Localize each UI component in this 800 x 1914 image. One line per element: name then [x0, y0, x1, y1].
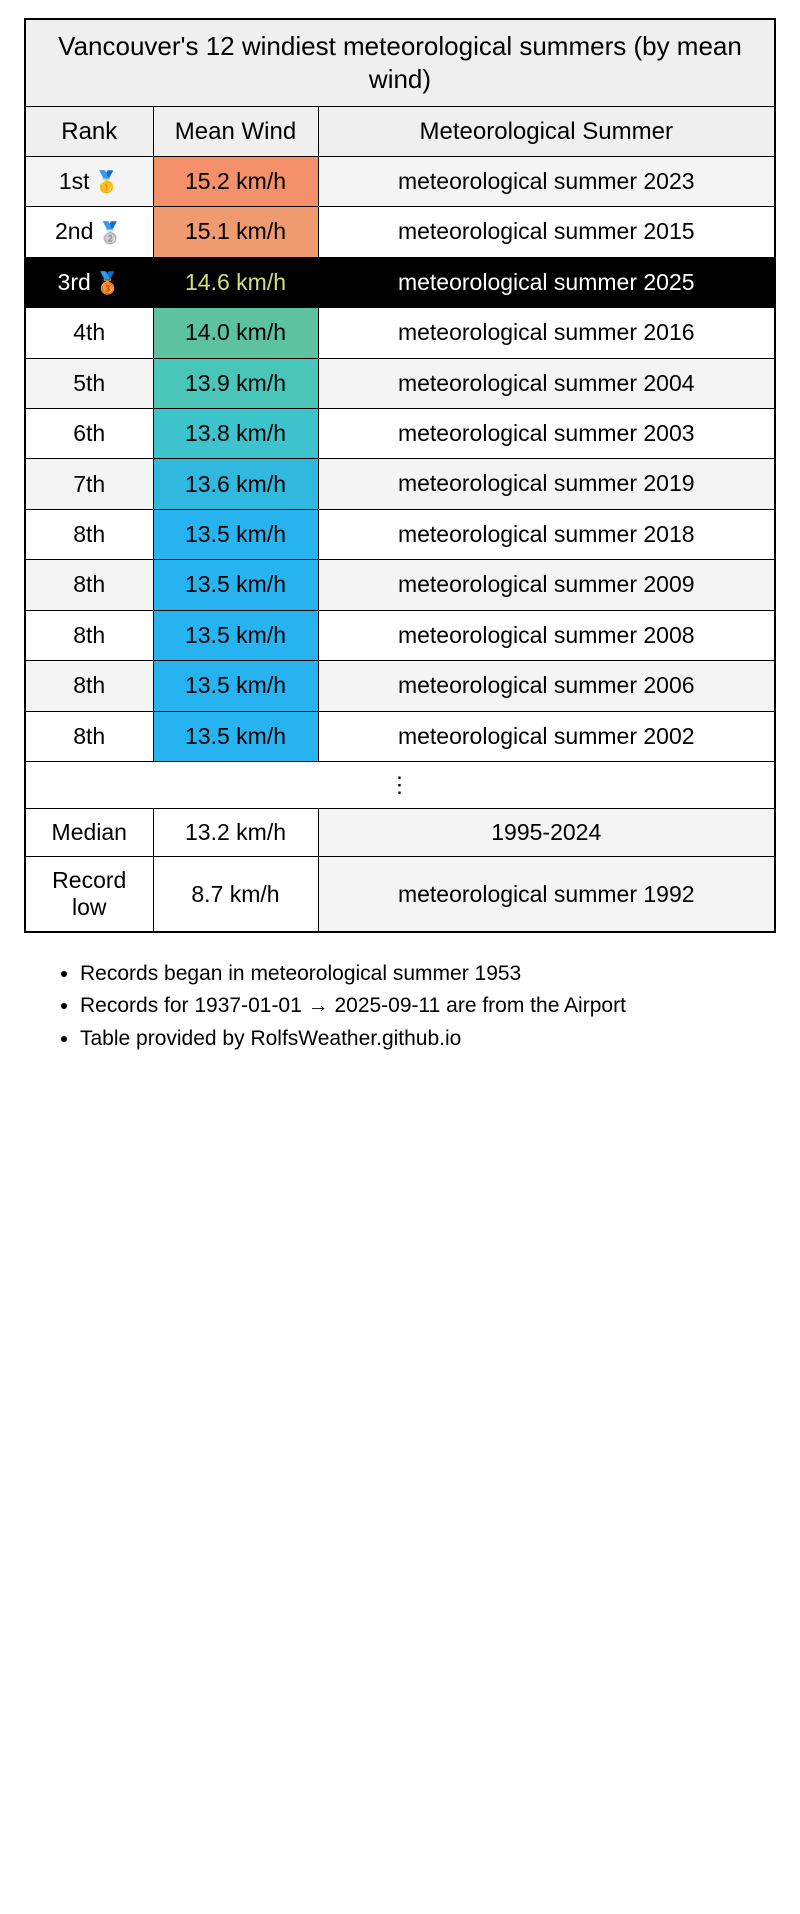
rank-label: 8th [73, 672, 106, 699]
rank-cell [25, 156, 153, 206]
median-row [25, 809, 775, 857]
record-low-value: 8.7 km/h [153, 857, 318, 933]
summer-cell: meteorological summer 2002 [318, 711, 775, 761]
rank-label: 2nd [54, 218, 94, 245]
table-row [25, 560, 775, 610]
column-header-rank: Rank [25, 106, 153, 156]
median-period: 1995-2024 [318, 809, 775, 857]
rank-cell [25, 459, 153, 509]
mean-wind-cell: 13.5 km/h [153, 711, 318, 761]
summer-cell: meteorological summer 2006 [318, 661, 775, 711]
summer-cell: meteorological summer 2018 [318, 509, 775, 559]
ellipsis-row [25, 762, 775, 809]
mean-wind-cell: 15.2 km/h [153, 156, 318, 206]
summer-cell: meteorological summer 2004 [318, 358, 775, 408]
summer-cell: meteorological summer 2008 [318, 610, 775, 660]
rank-label: 5th [73, 369, 106, 396]
medal-icon: 🥇 [93, 171, 120, 195]
rank-cell [25, 408, 153, 458]
table-row [25, 257, 775, 307]
mean-wind-cell: 13.5 km/h [153, 610, 318, 660]
median-wind-value: 13.2 km/h [153, 809, 318, 857]
rank-cell [25, 711, 153, 761]
note-item: • Records began in meteorological summer 1953 [80, 959, 776, 989]
rank-label: 8th [73, 521, 106, 548]
mean-wind-cell: 13.5 km/h [153, 509, 318, 559]
rank-label: 8th [73, 722, 106, 749]
summer-cell: meteorological summer 2015 [318, 207, 775, 257]
mean-wind-cell: 13.8 km/h [153, 408, 318, 458]
notes-list [24, 959, 776, 1054]
table-row [25, 610, 775, 660]
rank-label: 3rd [57, 268, 91, 295]
table-row [25, 711, 775, 761]
summer-cell: meteorological summer 2019 [318, 459, 775, 509]
summer-cell: meteorological summer 2016 [318, 308, 775, 358]
table-row [25, 156, 775, 206]
table-row [25, 509, 775, 559]
table-row [25, 207, 775, 257]
column-header-mean-wind: Mean Wind [153, 106, 318, 156]
mean-wind-cell: 13.5 km/h [153, 661, 318, 711]
mean-wind-cell: 14.6 km/h [153, 257, 318, 307]
record-low-period: meteorological summer 1992 [318, 857, 775, 933]
summer-cell: meteorological summer 2023 [318, 156, 775, 206]
rank-cell [25, 358, 153, 408]
table-row [25, 358, 775, 408]
note-item: • Table provided by RolfsWeather.github.io [80, 1024, 776, 1054]
table-header-row [25, 106, 775, 156]
table-row [25, 661, 775, 711]
summer-cell: meteorological summer 2025 [318, 257, 775, 307]
table-row [25, 459, 775, 509]
table-row [25, 408, 775, 458]
summer-cell: meteorological summer 2003 [318, 408, 775, 458]
medal-icon: 🥈 [97, 221, 124, 245]
table-title-row [25, 19, 775, 106]
rank-label: 6th [73, 420, 106, 447]
record-low-label: Record low [25, 857, 153, 933]
column-header-summer: Meteorological Summer [318, 106, 775, 156]
rank-label: 1st [58, 167, 90, 194]
rank-cell [25, 560, 153, 610]
mean-wind-cell: 15.1 km/h [153, 207, 318, 257]
rank-label: 8th [73, 571, 106, 598]
rank-cell [25, 257, 153, 307]
median-label: Median [25, 809, 153, 857]
ellipsis-cell: ⋮ [25, 762, 775, 809]
rank-cell [25, 661, 153, 711]
table-row [25, 308, 775, 358]
page-title: Vancouver's 12 windiest meteorological summers (by mean wind) [25, 19, 775, 106]
note-item: • Records for 1937-01-01 → 2025-09-11 are from the Airport [80, 991, 776, 1021]
rank-cell [25, 509, 153, 559]
rank-cell [25, 610, 153, 660]
medal-icon: 🥉 [94, 272, 121, 296]
mean-wind-cell: 13.5 km/h [153, 560, 318, 610]
windiest-summers-table [24, 18, 776, 933]
rank-label: 4th [73, 319, 106, 346]
mean-wind-cell: 13.9 km/h [153, 358, 318, 408]
mean-wind-cell: 14.0 km/h [153, 308, 318, 358]
rank-cell [25, 308, 153, 358]
summer-cell: meteorological summer 2009 [318, 560, 775, 610]
rank-cell [25, 207, 153, 257]
rank-label: 7th [73, 470, 106, 497]
record-low-row [25, 857, 775, 933]
mean-wind-cell: 13.6 km/h [153, 459, 318, 509]
rank-label: 8th [73, 621, 106, 648]
